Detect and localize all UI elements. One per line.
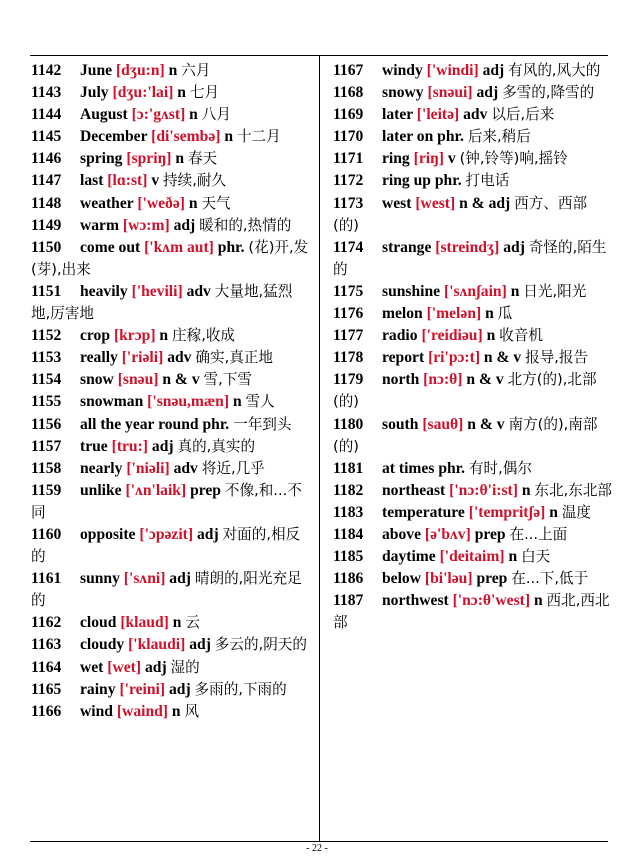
entry-number: 1142 — [31, 62, 62, 79]
entry-meaning: 在...下,低于 — [511, 570, 589, 588]
vocab-entry — [333, 546, 613, 568]
entry-part-of-speech: v — [447, 150, 456, 168]
entry-number: 1164 — [31, 658, 62, 676]
entry-word: later on — [382, 128, 434, 146]
entry-part-of-speech: n & v — [483, 349, 522, 367]
entry-part-of-speech: adj — [173, 216, 196, 234]
entry-meaning: 以后,后来 — [491, 106, 555, 124]
entry-part-of-speech: n & v — [162, 371, 200, 389]
entry-meaning: 南方(的),南部(的) — [333, 415, 598, 455]
entry-part-of-speech: n — [171, 702, 181, 720]
entry-number: 1153 — [31, 349, 62, 367]
vocab-entry — [333, 237, 613, 281]
vocab-entry — [333, 502, 613, 524]
entry-number: 1167 — [333, 62, 364, 79]
entry-meaning: 真的,真实的 — [177, 437, 256, 455]
vocab-entry — [31, 458, 311, 480]
entry-word: sunny — [80, 570, 120, 588]
entry-meaning: 白天 — [521, 548, 551, 566]
vocab-entry — [31, 148, 311, 170]
vocab-entry — [31, 281, 311, 325]
entry-word: July — [80, 84, 109, 102]
vocab-entry — [333, 347, 613, 369]
entry-part-of-speech: adj — [476, 84, 499, 102]
entry-phonetic: ['niəli] — [126, 459, 170, 477]
entry-word: northwest — [382, 592, 449, 610]
entry-phonetic: [nɔ:θ] — [423, 371, 463, 389]
entry-part-of-speech: phr. — [202, 415, 230, 433]
entry-word: weather — [80, 194, 134, 212]
entry-word: come out — [80, 238, 141, 256]
entry-phonetic: [ri'pɔ:t] — [428, 349, 481, 367]
entry-phonetic: [lɑ:st] — [107, 172, 148, 190]
entry-number: 1169 — [333, 106, 364, 124]
entry-phonetic: [snəui] — [427, 84, 473, 102]
entry-meaning: 不像,和...不同 — [31, 481, 302, 521]
entry-meaning: 收音机 — [499, 327, 543, 345]
entry-meaning: 风 — [184, 702, 200, 720]
entry-part-of-speech: n — [549, 503, 558, 521]
entry-word: radio — [382, 327, 418, 345]
entry-number: 1160 — [31, 525, 62, 543]
vocab-entry — [31, 237, 311, 281]
vocab-entry — [333, 369, 613, 413]
entry-number: 1157 — [31, 437, 62, 455]
entry-meaning: 七月 — [189, 84, 220, 102]
vocab-entry — [333, 170, 613, 192]
entry-number: 1176 — [333, 305, 364, 323]
entry-word: nearly — [80, 459, 123, 477]
entry-meaning: 雪人 — [245, 393, 275, 411]
entry-number: 1148 — [31, 194, 62, 212]
entry-meaning: 后来,稍后 — [467, 128, 531, 146]
vocab-entry — [333, 60, 613, 82]
entry-phonetic: ['kʌm aut] — [144, 238, 214, 256]
entry-number: 1154 — [31, 371, 62, 389]
entry-phonetic: [bi'ləu] — [424, 570, 473, 588]
entry-word: true — [80, 437, 108, 455]
entry-phonetic: ['melən] — [426, 305, 482, 323]
entry-phonetic: [dʒu:n] — [115, 62, 165, 79]
vocab-entry — [31, 701, 311, 723]
vocab-entry — [31, 634, 311, 656]
entry-number: 1170 — [333, 128, 364, 146]
entry-meaning: 持续,耐久 — [163, 172, 227, 190]
entry-word: last — [80, 172, 104, 190]
entry-meaning: 确实,真正地 — [195, 349, 273, 367]
entry-word: report — [382, 349, 425, 367]
entry-part-of-speech: v — [151, 172, 160, 190]
entry-meaning: 湿的 — [170, 658, 200, 676]
entry-phonetic: ['deitaim] — [439, 548, 505, 566]
entry-word: snowy — [382, 84, 424, 102]
entry-word: northeast — [382, 481, 446, 499]
entry-number: 1162 — [31, 614, 62, 632]
entry-meaning: 云 — [185, 614, 200, 632]
entry-number: 1171 — [333, 150, 364, 168]
entry-meaning: 对面的,相反的 — [31, 525, 301, 566]
entry-meaning: 多云的,阴天的 — [214, 636, 307, 654]
entry-word: sunshine — [382, 282, 441, 300]
entry-phonetic: [riŋ] — [413, 150, 444, 168]
entry-phonetic: ['ʌn'laik] — [125, 481, 187, 499]
entry-word: windy — [382, 62, 423, 79]
entry-number: 1173 — [333, 194, 364, 212]
entry-number: 1180 — [333, 415, 364, 433]
entry-phonetic: ['sʌnʃain] — [444, 282, 507, 300]
entry-part-of-speech: n — [159, 327, 169, 345]
entry-phonetic: ['tempritʃə] — [468, 503, 546, 521]
entry-part-of-speech: adj — [169, 570, 191, 588]
entry-word: below — [382, 570, 421, 588]
entry-word: ring — [382, 150, 410, 168]
entry-word: snow — [80, 371, 114, 389]
entry-meaning: 晴朗的,阳光充足的 — [31, 570, 302, 610]
entry-part-of-speech: adv — [463, 106, 488, 124]
entry-part-of-speech: n — [189, 106, 198, 124]
entry-meaning: 庄稼,收成 — [172, 327, 236, 345]
vocab-entry — [333, 524, 613, 546]
entry-word: cloudy — [80, 636, 125, 654]
entry-number: 1159 — [31, 481, 62, 499]
entry-number: 1177 — [333, 327, 364, 345]
vocab-entry — [333, 193, 613, 237]
entry-word: crop — [80, 327, 111, 345]
entry-word: really — [80, 349, 118, 367]
entry-number: 1179 — [333, 371, 364, 389]
entry-number: 1155 — [31, 393, 62, 411]
entry-phonetic: [waind] — [116, 702, 168, 720]
entry-number: 1161 — [31, 570, 62, 588]
entry-phonetic: ['snəu,mæn] — [147, 393, 230, 411]
entry-part-of-speech: adj — [503, 238, 525, 256]
entry-word: June — [80, 62, 113, 79]
entry-word: cloud — [80, 614, 117, 632]
entry-meaning: (花)开,发(芽),出来 — [31, 238, 309, 278]
entry-part-of-speech: adj — [189, 636, 211, 654]
vocab-entry — [333, 325, 613, 347]
entry-phonetic: ['windi] — [426, 62, 479, 79]
entry-word: wind — [80, 702, 113, 720]
entry-word: north — [382, 371, 420, 389]
entry-number: 1178 — [333, 349, 364, 367]
entry-part-of-speech: adj — [196, 525, 219, 543]
entry-word: warm — [80, 216, 119, 234]
entry-meaning: 暖和的,热情的 — [199, 216, 292, 234]
entry-meaning: 报导,报告 — [525, 349, 589, 367]
entry-word: unlike — [80, 481, 122, 499]
entry-meaning: 日光,阳光 — [523, 282, 587, 300]
entry-number: 1183 — [333, 503, 364, 521]
vocab-entry — [333, 414, 613, 458]
entry-phonetic: ['riəli] — [121, 349, 164, 367]
entry-part-of-speech: adj — [482, 62, 505, 79]
entry-phonetic: ['ɔpəzit] — [139, 525, 194, 543]
entry-meaning: 瓜 — [497, 305, 513, 323]
entry-part-of-speech: n — [533, 592, 543, 610]
entry-part-of-speech: n — [172, 614, 182, 632]
entry-phonetic: ['reini] — [119, 680, 166, 698]
entry-phonetic: ['hevili] — [131, 282, 183, 300]
entry-number: 1165 — [31, 680, 62, 698]
entry-phonetic: [wet] — [107, 658, 142, 676]
entry-word: wet — [80, 658, 104, 676]
entry-phonetic: [tru:] — [111, 437, 148, 455]
entry-number: 1149 — [31, 216, 62, 234]
entry-phonetic: ['weðə] — [137, 194, 185, 212]
entry-phonetic: [west] — [415, 194, 456, 212]
entry-part-of-speech: n — [486, 327, 496, 345]
vocab-entry — [31, 126, 311, 148]
vocab-entry — [31, 391, 311, 413]
entry-part-of-speech: phr. — [434, 172, 462, 190]
entry-word: opposite — [80, 525, 136, 543]
entry-number: 1152 — [31, 327, 62, 345]
entry-meaning: (钟,铃等)响,摇铃 — [459, 150, 568, 168]
entry-word: snowman — [80, 393, 144, 411]
entry-number: 1158 — [31, 459, 62, 477]
entry-phonetic: [wɔ:m] — [122, 216, 170, 234]
vocab-entry — [31, 568, 311, 612]
entry-phonetic: [dʒu:'lai] — [112, 84, 174, 102]
column-divider — [319, 56, 320, 841]
entry-part-of-speech: n — [232, 393, 242, 411]
entry-part-of-speech: phr. — [217, 238, 245, 256]
vocab-entry — [31, 82, 311, 104]
vocab-entry — [333, 148, 613, 170]
vocab-entry — [31, 436, 311, 458]
vocab-entry — [31, 193, 311, 215]
entry-number: 1166 — [31, 702, 62, 720]
entry-meaning: 打电话 — [465, 172, 510, 190]
entry-part-of-speech: n — [175, 150, 185, 168]
entry-number: 1186 — [333, 570, 364, 588]
vocab-entry — [333, 82, 613, 104]
entry-meaning: 十二月 — [236, 128, 281, 146]
entry-number: 1147 — [31, 172, 62, 190]
entry-number: 1184 — [333, 525, 364, 543]
entry-word: rainy — [80, 680, 116, 698]
entry-meaning: 东北,东北部 — [534, 481, 613, 499]
entry-number: 1145 — [31, 128, 62, 146]
entry-word: August — [80, 106, 128, 124]
vocab-entry — [31, 60, 311, 82]
entry-part-of-speech: prep — [476, 570, 508, 588]
entry-phonetic: [streindʒ] — [435, 238, 500, 256]
entry-word: strange — [382, 238, 432, 256]
entry-phonetic: ['nɔ:θ'i:st] — [449, 481, 518, 499]
entry-word: melon — [382, 305, 423, 323]
entry-meaning: 有时,偶尔 — [468, 459, 532, 477]
vocab-entry — [31, 524, 311, 568]
entry-number: 1181 — [333, 459, 364, 477]
entry-part-of-speech: n — [508, 548, 518, 566]
entry-word: daytime — [382, 548, 436, 566]
entry-meaning: 一年到头 — [233, 415, 292, 433]
entry-phonetic: [snəu] — [117, 371, 159, 389]
entry-word: later — [382, 106, 413, 124]
entry-meaning: 温度 — [561, 503, 592, 521]
entry-meaning: 多雨的,下雨的 — [194, 680, 287, 698]
bottom-rule — [30, 841, 608, 842]
entry-word: all the year round — [80, 415, 199, 433]
entry-word: heavily — [80, 282, 128, 300]
entry-part-of-speech: adj — [168, 680, 191, 698]
entry-meaning: 天气 — [201, 194, 231, 212]
vocab-entry — [31, 657, 311, 679]
vocab-entry — [31, 325, 311, 347]
entry-phonetic: ['nɔ:θ'west] — [452, 592, 531, 610]
entry-part-of-speech: phr. — [437, 128, 464, 146]
entry-phonetic: [spriŋ] — [126, 150, 172, 168]
vocab-entry — [31, 369, 311, 391]
entry-part-of-speech: prep — [474, 525, 506, 543]
entry-word: west — [382, 194, 412, 212]
entry-part-of-speech: n — [168, 62, 178, 79]
entry-number: 1156 — [31, 415, 62, 433]
entry-word: spring — [80, 150, 123, 168]
entry-part-of-speech: n & adj — [459, 194, 511, 212]
entry-meaning: 西北,西北部 — [333, 592, 610, 632]
vocab-entry — [333, 480, 613, 502]
entry-meaning: 北方(的),北部(的) — [333, 371, 597, 411]
entry-part-of-speech: adv — [173, 459, 198, 477]
entry-meaning: 多雪的,降雪的 — [502, 84, 595, 102]
entry-word: December — [80, 128, 148, 146]
entry-meaning: 有风的,风大的 — [508, 62, 601, 79]
entry-part-of-speech: n — [224, 128, 234, 146]
entry-number: 1187 — [333, 592, 364, 610]
vocab-entry — [31, 347, 311, 369]
entry-meaning: 大量地,猛烈地,厉害地 — [31, 282, 293, 323]
entry-word: temperature — [382, 503, 465, 521]
entry-number: 1146 — [31, 150, 62, 168]
entry-meaning: 八月 — [201, 106, 231, 124]
entry-part-of-speech: adj — [144, 658, 167, 676]
entry-part-of-speech: adj — [151, 437, 174, 455]
vocab-entry — [31, 170, 311, 192]
entry-number: 1143 — [31, 84, 62, 102]
entry-part-of-speech: n — [188, 194, 198, 212]
entry-number: 1144 — [31, 106, 62, 124]
entry-number: 1185 — [333, 548, 364, 566]
entry-phonetic: ['klaudi] — [128, 636, 186, 654]
entry-word: above — [382, 525, 421, 543]
entry-part-of-speech: n & v — [466, 371, 504, 389]
vocab-entry — [333, 104, 613, 126]
entry-word: at times — [382, 459, 435, 477]
entry-meaning: 春天 — [187, 150, 218, 168]
entry-phonetic: [sauθ] — [422, 415, 464, 433]
entry-number: 1172 — [333, 172, 364, 190]
entry-phonetic: [krɔp] — [113, 327, 156, 345]
entry-phonetic: [klaud] — [120, 614, 169, 632]
entry-word: south — [382, 415, 419, 433]
entry-meaning: 雪,下雪 — [203, 371, 252, 389]
entry-part-of-speech: n — [177, 84, 186, 102]
entry-phonetic: ['sʌni] — [123, 570, 166, 588]
entry-meaning: 六月 — [181, 62, 211, 79]
entry-number: 1150 — [31, 238, 62, 256]
entry-meaning: 奇怪的,陌生的 — [333, 238, 607, 278]
entry-part-of-speech: n — [521, 481, 531, 499]
vocab-entry — [333, 568, 613, 590]
entry-phonetic: ['reidiəu] — [421, 327, 483, 345]
entry-part-of-speech: prep — [190, 481, 221, 499]
entry-meaning: 西方、西部(的) — [333, 194, 588, 234]
entry-number: 1163 — [31, 636, 62, 654]
vocab-entry — [31, 612, 311, 634]
vocab-entry — [333, 590, 613, 634]
entry-part-of-speech: n — [485, 305, 494, 323]
vocab-entry — [333, 303, 613, 325]
entry-number: 1151 — [31, 282, 62, 300]
entry-number: 1182 — [333, 481, 364, 499]
left-column — [31, 60, 311, 723]
vocab-entry — [31, 215, 311, 237]
entry-phonetic: [di'sembə] — [151, 128, 221, 146]
entry-phonetic: [ə'bʌv] — [424, 525, 471, 543]
vocab-entry — [31, 104, 311, 126]
entry-number: 1175 — [333, 282, 364, 300]
right-column — [333, 60, 613, 634]
vocab-entry — [31, 480, 311, 524]
entry-meaning: 在...上面 — [509, 525, 568, 543]
entry-phonetic: ['leitə] — [416, 106, 460, 124]
entry-part-of-speech: adv — [167, 349, 192, 367]
vocab-entry — [31, 679, 311, 701]
entry-part-of-speech: phr. — [438, 459, 466, 477]
vocab-entry — [333, 458, 613, 480]
vocab-entry — [333, 281, 613, 303]
entry-phonetic: [ɔ:'gʌst] — [131, 106, 186, 124]
entry-meaning: 将近,几乎 — [201, 459, 265, 477]
entry-number: 1174 — [333, 238, 364, 256]
entry-part-of-speech: n & v — [467, 415, 505, 433]
entry-word: ring up — [382, 172, 431, 190]
vocab-entry — [333, 126, 613, 148]
vocab-entry — [31, 414, 311, 436]
entry-number: 1168 — [333, 84, 364, 102]
entry-part-of-speech: adv — [186, 282, 211, 300]
page-number: - 22 - — [306, 843, 328, 854]
entry-part-of-speech: n — [510, 282, 520, 300]
